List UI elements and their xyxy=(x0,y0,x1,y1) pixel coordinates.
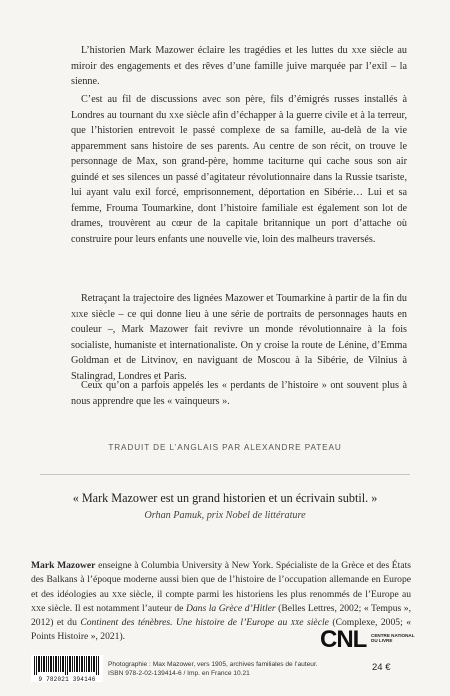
text: e siècle. Il est notamment l’auteur de xyxy=(41,602,186,614)
divider xyxy=(40,474,410,475)
text: e siècle xyxy=(299,617,329,629)
blurb-quote: « Mark Mazower est un grand historien et un écrivain subtil. » xyxy=(72,491,378,505)
cnl-logo xyxy=(320,626,420,662)
photo-credit xyxy=(108,660,368,678)
text: Retraçant la trajectoire des lignées Mazower et Toumarkine à partir de la fin du xyxy=(81,293,407,304)
text: (Belles Lettres, 2002; « Tempus », 2012) et du xyxy=(31,602,411,629)
text: enseigne à Columbia University à New York. Spécialiste de la Grèce et des États des Balkans à l’époque moderne aussi bien que de l’histoire de l’occupation allemande en Europe et des idéologies au xyxy=(31,560,411,600)
text: L’historien Mark Mazower éclaire les tragédies et les luttes du xyxy=(81,45,352,56)
barcode-number: 9 782021 394146 xyxy=(38,676,96,683)
century: xx xyxy=(351,45,362,56)
barcode-icon xyxy=(34,656,100,675)
text: Continent des ténèbres. Une histoire de l’Europe au xyxy=(80,617,291,629)
text: (Complexe, 2005; « Points Histoire », 2021). xyxy=(31,617,412,643)
summary-paragraph-3 xyxy=(71,291,407,384)
cnl-logo-mark: CNL xyxy=(320,626,367,653)
author-name: Mark Mazower xyxy=(31,560,96,571)
photo-credit-line: Photographie : Max Mazower, vers 1905, archives familiales de l’auteur. xyxy=(108,661,318,668)
price: 24 € xyxy=(372,662,391,673)
century: xix xyxy=(71,308,84,320)
book-title: Dans la Grèce d’Hitler xyxy=(185,602,276,614)
summary-paragraph-1 xyxy=(71,43,407,90)
blurb-source: Orhan Pamuk, prix Nobel de littérature xyxy=(144,510,306,521)
book-title xyxy=(80,617,329,628)
translator-credit: TRADUIT DE L’ANGLAIS PAR ALEXANDRE PATEAU xyxy=(108,443,342,452)
century: xx xyxy=(169,109,180,121)
century: xx xyxy=(31,602,42,614)
century: xx xyxy=(111,588,123,600)
isbn-barcode xyxy=(31,655,103,682)
text: e siècle afin d’échapper à la guerre civile et à la terreur, que l’historien entrevoit le passé complexe de sa famille, au-delà de la vie apparemment sans histoire de ses parents. Au centre de son récit, on trouve le personnage de Max, son grand-père, homme taciturne qui cache sous son air guindé et ses silences un passé d’agitateur révolutionnaire dans la Russie tsariste, lui ayant valu exil forcé, emprisonnement, déportation en Sibérie… Lui et sa femme, Frouma Toumarkine, dont l’histoire familiale est également son lot de drames, trouvèrent au cœur de la capitale britannique un port d’attache où construire pour leurs enfants une nouvelle vie, loin des malheurs traversés. xyxy=(71,109,407,245)
text: C’est au fil de discussions avec son père, fils d’émigrés russes installés à Londres au tournant du xyxy=(71,94,407,121)
summary-paragraph-2 xyxy=(71,92,407,247)
cnl-logo-caption: CENTRE NATIONAL DU LIVRE xyxy=(371,633,415,644)
isbn-line: ISBN 978-2-02-139414-6 / Imp. en France 10.21 xyxy=(108,670,250,677)
text: e siècle au miroir des engagements et des rêves d’une famille juive marquée par l’exil – la sienne. xyxy=(71,45,407,87)
text: e siècle – ce qui donne lieu à une série de portraits de personnages hauts en couleur –, Mark Mazower fait revivre un monde révolutionnaire à la fois socialiste, humaniste et internationaliste. On y croise la route de Lénine, d’Emma Goldman et de Litvinov, en naviguant de Moscou à la Sibérie, de Vilnius à Stalingrad, Londres et Paris. xyxy=(71,308,407,382)
century: xx xyxy=(290,617,300,629)
summary-paragraph-4: Ceux qu’on a parfois appelés les « perdants de l’histoire » ont souvent plus à nous apprendre que les « vainqueurs ». xyxy=(71,380,407,407)
text: e siècle, il compte parmi les historiens les plus renommés de l’Europe au xyxy=(122,588,411,600)
